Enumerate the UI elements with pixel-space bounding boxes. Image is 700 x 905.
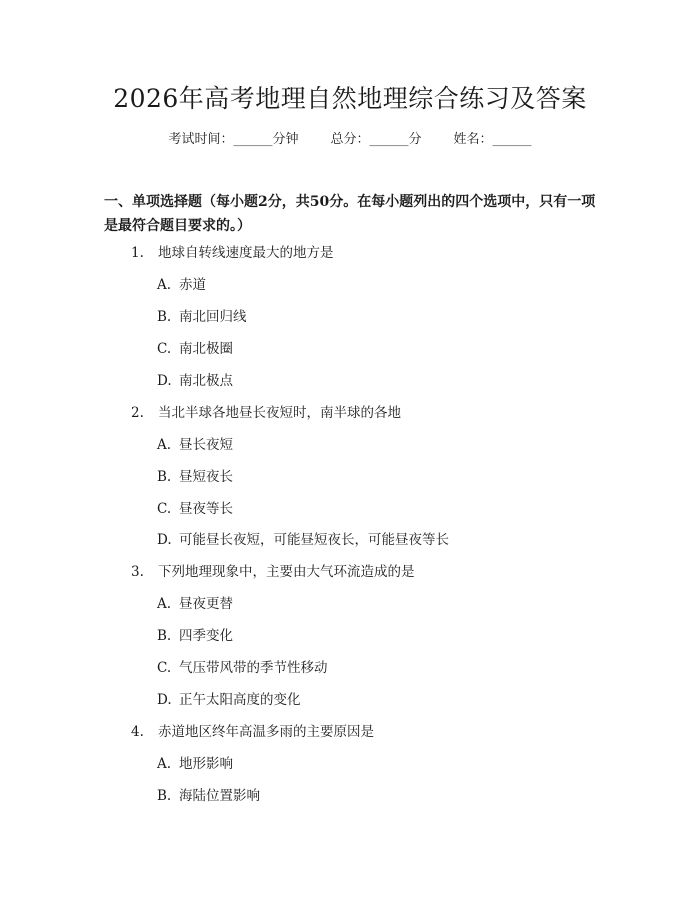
option-letter: A. — [157, 596, 172, 612]
question-number: 1. — [131, 245, 144, 261]
question-number: 2. — [131, 405, 144, 421]
question-3 — [131, 562, 415, 582]
option-text: 正午太阳高度的变化 — [179, 692, 301, 708]
question-text: 赤道地区终年高温多雨的主要原因是 — [158, 724, 374, 740]
option-letter: C. — [157, 501, 172, 517]
option-letter: C. — [157, 660, 172, 676]
option-4b — [157, 786, 260, 806]
option-text: 南北回归线 — [179, 309, 247, 325]
total-score-field: 总分：______分 — [330, 132, 422, 147]
option-letter: B. — [157, 788, 172, 804]
option-letter: A. — [157, 756, 172, 772]
option-letter: D. — [157, 532, 172, 548]
option-text: 南北极圈 — [179, 341, 233, 357]
question-1 — [131, 243, 334, 263]
option-text: 昼夜更替 — [179, 596, 233, 612]
option-letter: D. — [157, 692, 172, 708]
question-text: 下列地理现象中，主要由大气环流造成的是 — [158, 564, 415, 580]
option-text: 昼夜等长 — [179, 501, 233, 517]
option-text: 四季变化 — [179, 628, 233, 644]
option-2a — [157, 435, 233, 455]
option-1b — [157, 307, 247, 327]
option-text: 昼短夜长 — [179, 469, 233, 485]
question-2 — [131, 403, 401, 423]
option-2d — [157, 530, 449, 550]
question-text: 地球自转线速度最大的地方是 — [158, 245, 334, 261]
option-letter: C. — [157, 341, 172, 357]
option-3c — [157, 658, 328, 678]
option-1c — [157, 339, 233, 359]
option-text: 昼长夜短 — [179, 437, 233, 453]
option-3d — [157, 690, 301, 710]
option-text: 南北极点 — [179, 373, 233, 389]
option-3b — [157, 626, 233, 646]
option-2c — [157, 499, 233, 519]
question-4 — [131, 722, 374, 742]
option-text: 气压带风带的季节性移动 — [179, 660, 328, 676]
option-text: 地形影响 — [179, 756, 233, 772]
option-1a — [157, 275, 206, 295]
section-heading: 一、单项选择题（每小题2分，共50分。在每小题列出的四个选项中，只有一项是最符合题目要求的。） — [104, 194, 596, 234]
option-text: 赤道 — [179, 277, 206, 293]
page-title: 2026年高考地理自然地理综合练习及答案 — [113, 84, 587, 113]
student-name-field: 姓名：______ — [453, 132, 532, 147]
question-number: 4. — [131, 724, 144, 740]
option-letter: B. — [157, 309, 172, 325]
option-1d — [157, 371, 233, 391]
option-text: 海陆位置影响 — [179, 788, 260, 804]
exam-time-field: 考试时间：______分钟 — [168, 132, 299, 147]
option-letter: B. — [157, 628, 172, 644]
option-2b — [157, 467, 233, 487]
exam-meta-line — [0, 130, 700, 150]
option-letter: B. — [157, 469, 172, 485]
option-text: 可能昼长夜短，可能昼短夜长，可能昼夜等长 — [179, 532, 449, 548]
option-letter: D. — [157, 373, 172, 389]
question-number: 3. — [131, 564, 144, 580]
option-letter: A. — [157, 437, 172, 453]
option-3a — [157, 594, 233, 614]
option-4a — [157, 754, 233, 774]
option-letter: A. — [157, 277, 172, 293]
question-text: 当北半球各地昼长夜短时，南半球的各地 — [158, 405, 401, 421]
